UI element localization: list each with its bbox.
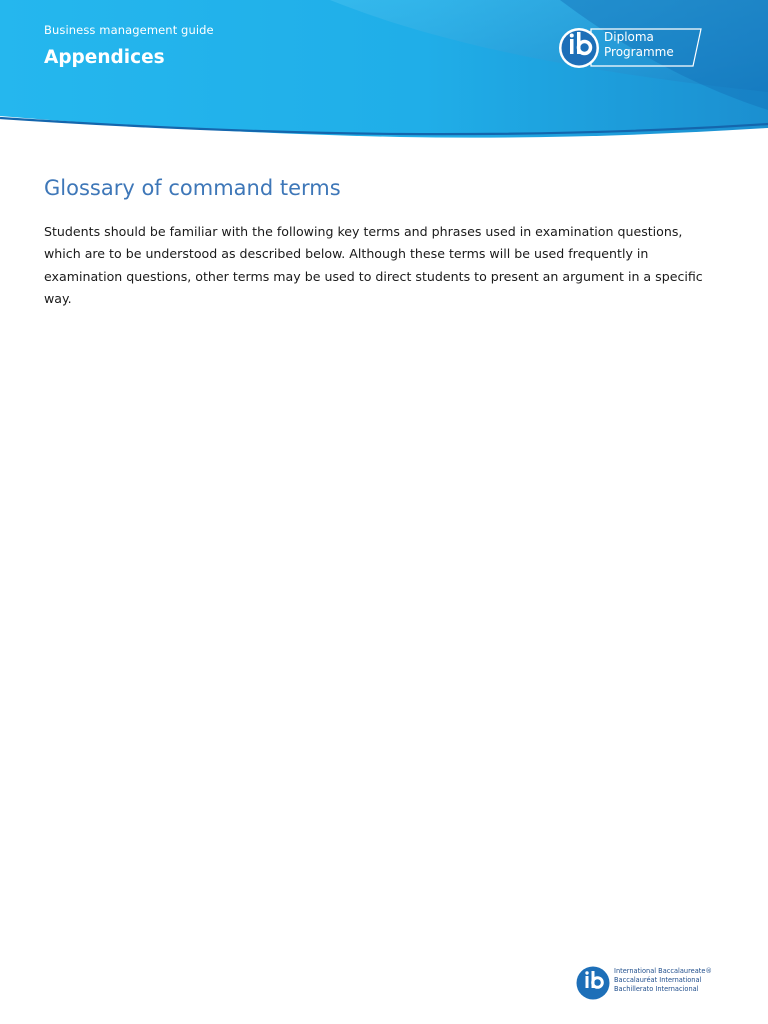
footer-ib-logo	[576, 966, 716, 1002]
document-title: Business management guide	[44, 23, 214, 37]
ib-name-spanish: Bachillerato Internacional	[614, 985, 699, 993]
header-wave-background	[0, 0, 768, 145]
section-title: Appendices	[44, 47, 165, 68]
logo-line-2: Programme	[604, 45, 674, 59]
ib-organisation-names	[614, 967, 712, 994]
main-content	[44, 176, 704, 311]
ib-logo-icon	[576, 966, 610, 1000]
logo-text	[604, 30, 674, 60]
diploma-programme-logo	[557, 26, 705, 70]
page-heading: Glossary of command terms	[44, 176, 341, 200]
header-banner	[0, 0, 768, 145]
intro-paragraph: Students should be familiar with the following key terms and phrases used in examination questions, which are to be understood as described below. Although these terms will be used frequently in examination questions, other terms may be used to direct students to present an argument in a specific way.	[44, 224, 703, 307]
ib-name-english: International Baccalaureate®	[614, 967, 712, 975]
logo-line-1: Diploma	[604, 30, 654, 44]
ib-name-french: Baccalauréat International	[614, 976, 702, 984]
